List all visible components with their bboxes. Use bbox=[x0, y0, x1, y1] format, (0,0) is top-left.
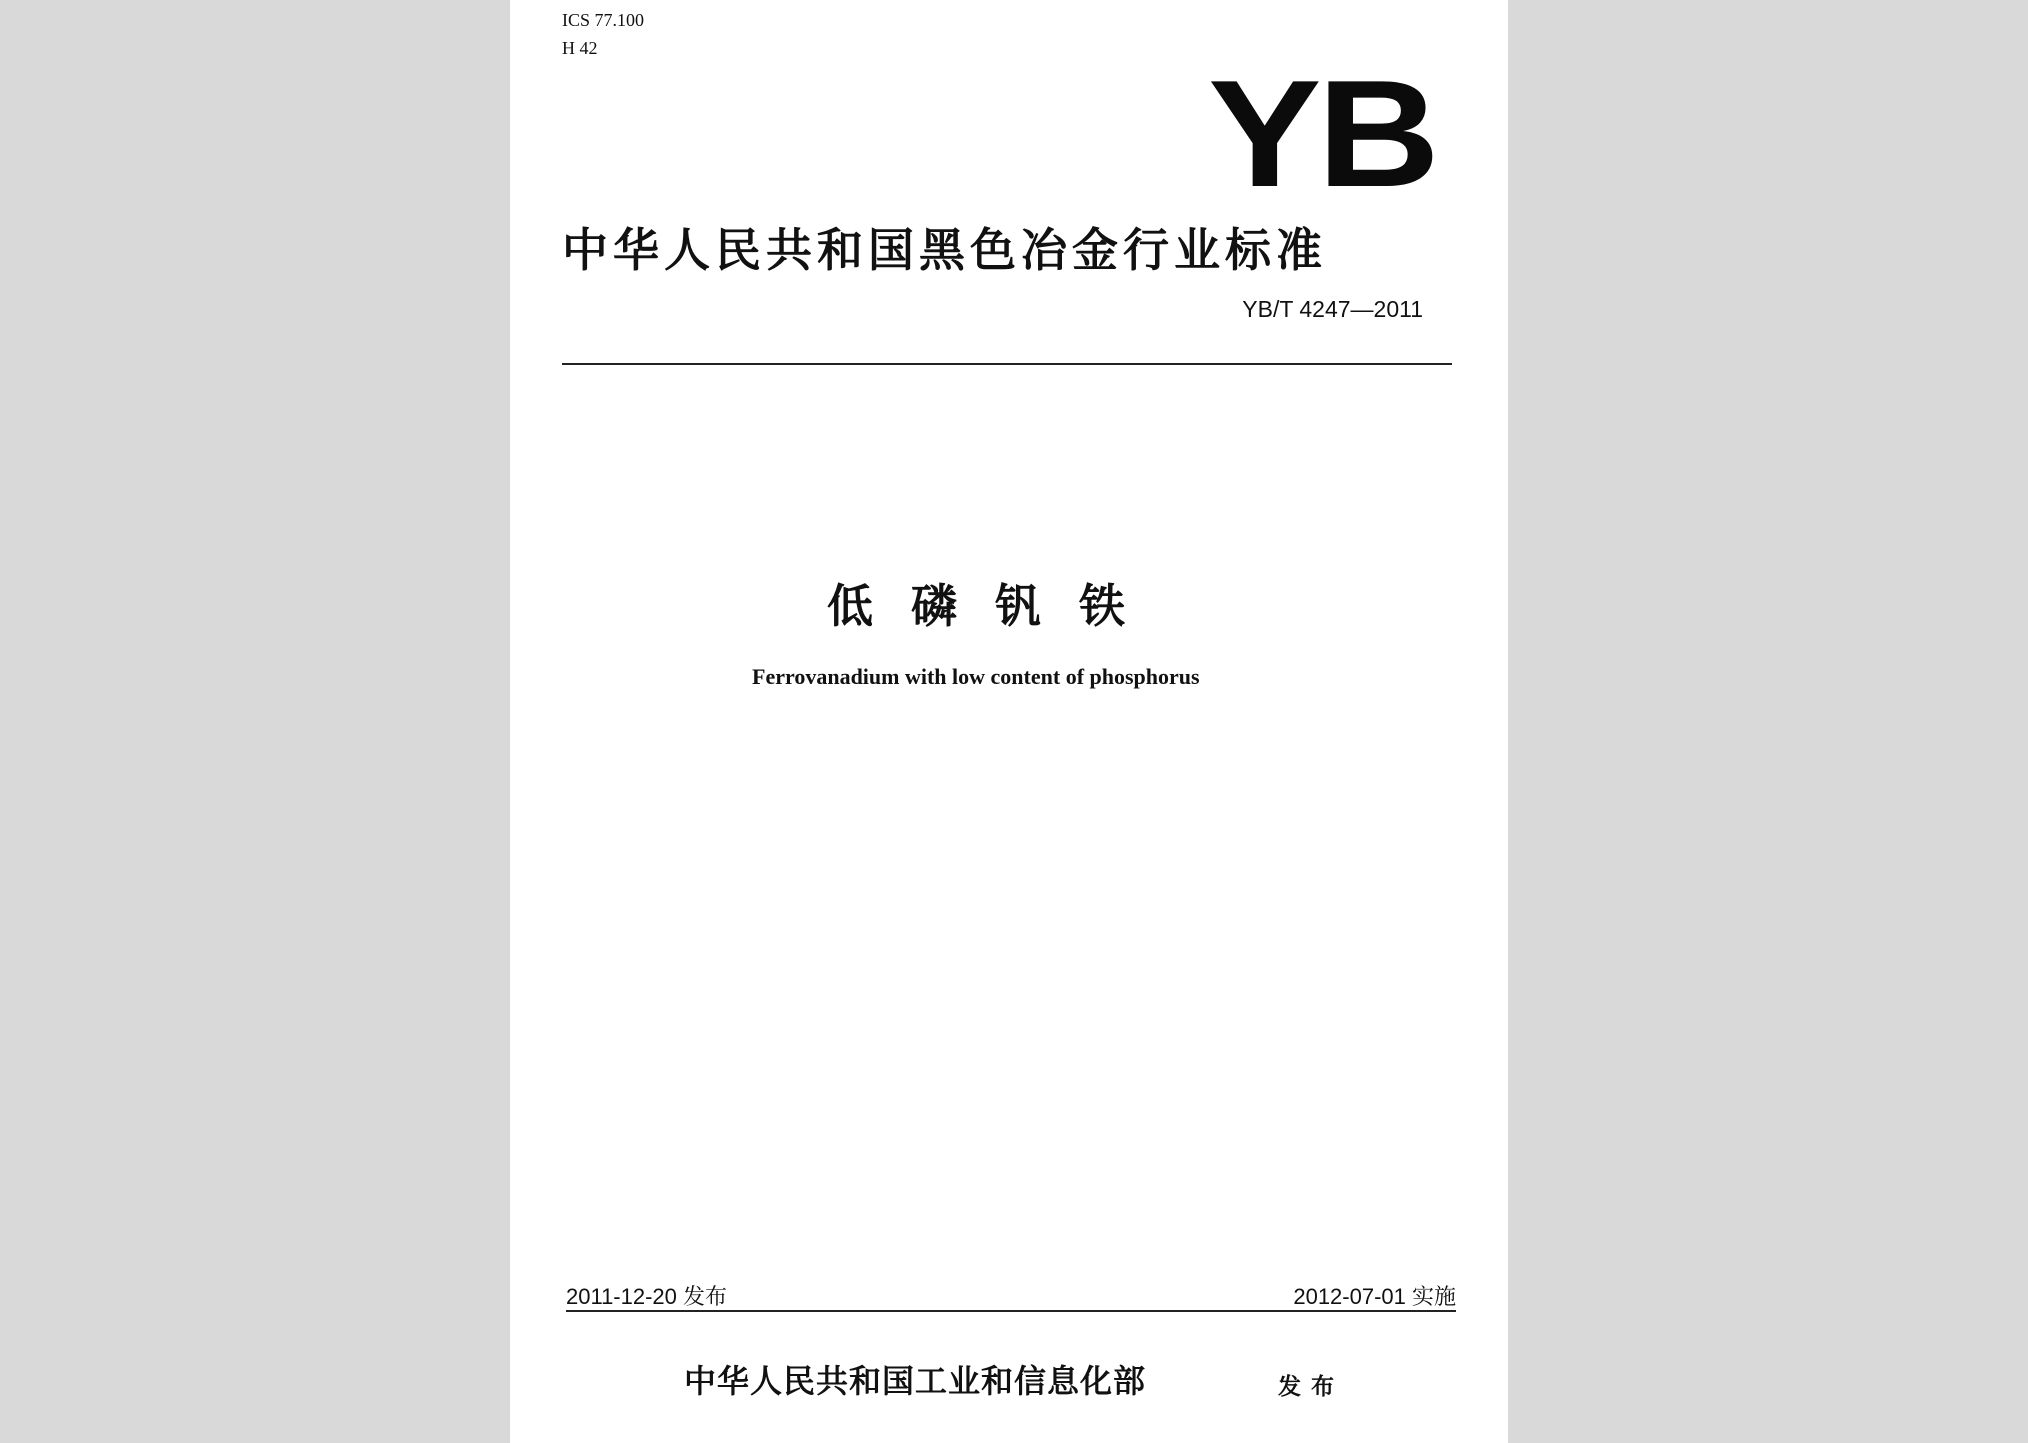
document-page bbox=[510, 0, 1508, 1443]
publish-label: 发布 bbox=[1278, 1374, 1344, 1400]
document-title-cn: 低磷钒铁 bbox=[827, 579, 1163, 633]
implementation-date: 2012-07-01 实施 bbox=[1293, 1284, 1456, 1309]
yb-logo: YB bbox=[1208, 49, 1436, 219]
document-title-en: Ferrovanadium with low content of phosphorus bbox=[752, 664, 1200, 689]
publisher-name: 中华人民共和国工业和信息化部 bbox=[684, 1362, 1147, 1400]
standard-title: 中华人民共和国黑色冶金行业标准 bbox=[562, 223, 1327, 277]
bottom-divider bbox=[566, 1310, 1456, 1312]
classification-code: H 42 bbox=[562, 38, 598, 58]
issue-date: 2011-12-20 发布 bbox=[566, 1284, 728, 1309]
top-divider bbox=[562, 363, 1452, 365]
ics-code: ICS 77.100 bbox=[562, 10, 645, 30]
standard-number: YB/T 4247—2011 bbox=[1242, 296, 1423, 322]
